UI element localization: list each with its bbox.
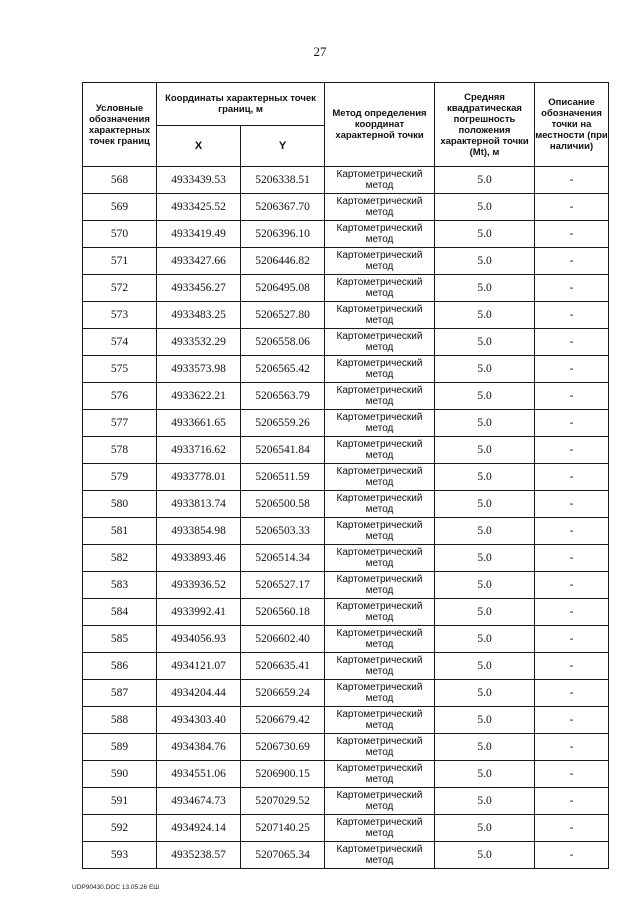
table-row	[83, 491, 609, 518]
method-cell: Картометрический метод	[325, 545, 435, 572]
point-id-cell: 582	[83, 545, 157, 572]
x-coordinate-cell: 4934924.14	[157, 815, 241, 842]
y-coordinate-cell: 5206511.59	[241, 464, 325, 491]
accuracy-cell: 5.0	[435, 518, 535, 545]
accuracy-cell: 5.0	[435, 572, 535, 599]
x-coordinate-cell: 4933813.74	[157, 491, 241, 518]
description-cell: -	[535, 491, 609, 518]
x-coordinate-cell: 4933419.49	[157, 221, 241, 248]
point-id-cell: 573	[83, 302, 157, 329]
description-cell: -	[535, 653, 609, 680]
x-coordinate-cell: 4934551.06	[157, 761, 241, 788]
method-cell: Картометрический метод	[325, 275, 435, 302]
point-id-cell: 569	[83, 194, 157, 221]
method-cell: Картометрический метод	[325, 194, 435, 221]
point-id-cell: 570	[83, 221, 157, 248]
method-cell: Картометрический метод	[325, 815, 435, 842]
table-row	[83, 437, 609, 464]
point-id-cell: 580	[83, 491, 157, 518]
y-coordinate-cell: 5206500.58	[241, 491, 325, 518]
y-coordinate-cell: 5206527.80	[241, 302, 325, 329]
accuracy-cell: 5.0	[435, 599, 535, 626]
method-cell: Картометрический метод	[325, 329, 435, 356]
table-row	[83, 545, 609, 572]
point-id-cell: 571	[83, 248, 157, 275]
y-coordinate-cell: 5206679.42	[241, 707, 325, 734]
coordinates-table	[82, 82, 609, 869]
page-number: 27	[313, 44, 327, 59]
accuracy-cell: 5.0	[435, 221, 535, 248]
table-row	[83, 734, 609, 761]
table-body	[83, 167, 609, 869]
description-cell: -	[535, 167, 609, 194]
x-coordinate-cell: 4934674.73	[157, 788, 241, 815]
method-cell: Картометрический метод	[325, 356, 435, 383]
accuracy-cell: 5.0	[435, 707, 535, 734]
x-coordinate-cell: 4933893.46	[157, 545, 241, 572]
description-cell: -	[535, 248, 609, 275]
accuracy-cell: 5.0	[435, 167, 535, 194]
y-coordinate-cell: 5206635.41	[241, 653, 325, 680]
table-row	[83, 275, 609, 302]
accuracy-cell: 5.0	[435, 734, 535, 761]
description-cell: -	[535, 599, 609, 626]
accuracy-cell: 5.0	[435, 680, 535, 707]
method-cell: Картометрический метод	[325, 221, 435, 248]
table-row	[83, 599, 609, 626]
table-row	[83, 464, 609, 491]
accuracy-cell: 5.0	[435, 626, 535, 653]
table-row	[83, 329, 609, 356]
accuracy-cell: 5.0	[435, 545, 535, 572]
y-coordinate-cell: 5206559.26	[241, 410, 325, 437]
method-cell: Картометрический метод	[325, 437, 435, 464]
accuracy-cell: 5.0	[435, 464, 535, 491]
description-cell: -	[535, 815, 609, 842]
y-coordinate-cell: 5206602.40	[241, 626, 325, 653]
method-cell: Картометрический метод	[325, 302, 435, 329]
accuracy-cell: 5.0	[435, 356, 535, 383]
table-row	[83, 788, 609, 815]
method-cell: Картометрический метод	[325, 383, 435, 410]
y-coordinate-cell: 5206503.33	[241, 518, 325, 545]
table-row	[83, 761, 609, 788]
point-id-cell: 590	[83, 761, 157, 788]
point-id-cell: 584	[83, 599, 157, 626]
method-cell: Картометрический метод	[325, 248, 435, 275]
x-coordinate-cell: 4933661.65	[157, 410, 241, 437]
header-y: Y	[241, 126, 325, 167]
description-cell: -	[535, 410, 609, 437]
x-coordinate-cell: 4934056.93	[157, 626, 241, 653]
y-coordinate-cell: 5206560.18	[241, 599, 325, 626]
table-row	[83, 167, 609, 194]
method-cell: Картометрический метод	[325, 572, 435, 599]
method-cell: Картометрический метод	[325, 761, 435, 788]
y-coordinate-cell: 5207029.52	[241, 788, 325, 815]
table-row	[83, 221, 609, 248]
x-coordinate-cell: 4933854.98	[157, 518, 241, 545]
y-coordinate-cell: 5206527.17	[241, 572, 325, 599]
point-id-cell: 574	[83, 329, 157, 356]
x-coordinate-cell: 4934384.76	[157, 734, 241, 761]
description-cell: -	[535, 734, 609, 761]
y-coordinate-cell: 5206900.15	[241, 761, 325, 788]
y-coordinate-cell: 5206541.84	[241, 437, 325, 464]
description-cell: -	[535, 194, 609, 221]
method-cell: Картометрический метод	[325, 599, 435, 626]
x-coordinate-cell: 4933439.53	[157, 167, 241, 194]
table-row	[83, 383, 609, 410]
x-coordinate-cell: 4933573.98	[157, 356, 241, 383]
accuracy-cell: 5.0	[435, 302, 535, 329]
table-row	[83, 707, 609, 734]
y-coordinate-cell: 5206565.42	[241, 356, 325, 383]
point-id-cell: 581	[83, 518, 157, 545]
method-cell: Картометрический метод	[325, 842, 435, 869]
method-cell: Картометрический метод	[325, 788, 435, 815]
y-coordinate-cell: 5206446.82	[241, 248, 325, 275]
accuracy-cell: 5.0	[435, 842, 535, 869]
y-coordinate-cell: 5206514.34	[241, 545, 325, 572]
x-coordinate-cell: 4933425.52	[157, 194, 241, 221]
header-method: Метод определения координат характерной точки	[325, 83, 435, 167]
description-cell: -	[535, 707, 609, 734]
point-id-cell: 579	[83, 464, 157, 491]
accuracy-cell: 5.0	[435, 248, 535, 275]
description-cell: -	[535, 626, 609, 653]
x-coordinate-cell: 4933936.52	[157, 572, 241, 599]
description-cell: -	[535, 221, 609, 248]
description-cell: -	[535, 680, 609, 707]
x-coordinate-cell: 4933992.41	[157, 599, 241, 626]
point-id-cell: 575	[83, 356, 157, 383]
table-row	[83, 302, 609, 329]
table-row	[83, 356, 609, 383]
description-cell: -	[535, 545, 609, 572]
x-coordinate-cell: 4934204.44	[157, 680, 241, 707]
y-coordinate-cell: 5206396.10	[241, 221, 325, 248]
y-coordinate-cell: 5206367.70	[241, 194, 325, 221]
description-cell: -	[535, 275, 609, 302]
point-id-cell: 578	[83, 437, 157, 464]
accuracy-cell: 5.0	[435, 329, 535, 356]
y-coordinate-cell: 5206563.79	[241, 383, 325, 410]
header-accuracy: Средняя квадратическая погрешность положения характерной точки (Mt), м	[435, 83, 535, 167]
table-row	[83, 626, 609, 653]
x-coordinate-cell: 4935238.57	[157, 842, 241, 869]
point-id-cell: 568	[83, 167, 157, 194]
y-coordinate-cell: 5206495.08	[241, 275, 325, 302]
description-cell: -	[535, 437, 609, 464]
x-coordinate-cell: 4933716.62	[157, 437, 241, 464]
description-cell: -	[535, 788, 609, 815]
point-id-cell: 589	[83, 734, 157, 761]
accuracy-cell: 5.0	[435, 491, 535, 518]
x-coordinate-cell: 4933622.21	[157, 383, 241, 410]
table-row	[83, 572, 609, 599]
table-row	[83, 680, 609, 707]
point-id-cell: 583	[83, 572, 157, 599]
description-cell: -	[535, 842, 609, 869]
method-cell: Картометрический метод	[325, 518, 435, 545]
x-coordinate-cell: 4934303.40	[157, 707, 241, 734]
accuracy-cell: 5.0	[435, 275, 535, 302]
point-id-cell: 585	[83, 626, 157, 653]
method-cell: Картометрический метод	[325, 707, 435, 734]
method-cell: Картометрический метод	[325, 626, 435, 653]
y-coordinate-cell: 5207140.25	[241, 815, 325, 842]
y-coordinate-cell: 5207065.34	[241, 842, 325, 869]
x-coordinate-cell: 4933427.66	[157, 248, 241, 275]
description-cell: -	[535, 761, 609, 788]
y-coordinate-cell: 5206558.06	[241, 329, 325, 356]
header-point-label: Условные обозначения характерных точек границ	[83, 83, 157, 167]
x-coordinate-cell: 4933532.29	[157, 329, 241, 356]
description-cell: -	[535, 356, 609, 383]
y-coordinate-cell: 5206659.24	[241, 680, 325, 707]
method-cell: Картометрический метод	[325, 680, 435, 707]
table-row	[83, 248, 609, 275]
y-coordinate-cell: 5206730.69	[241, 734, 325, 761]
point-id-cell: 593	[83, 842, 157, 869]
x-coordinate-cell: 4934121.07	[157, 653, 241, 680]
method-cell: Картометрический метод	[325, 410, 435, 437]
accuracy-cell: 5.0	[435, 653, 535, 680]
accuracy-cell: 5.0	[435, 437, 535, 464]
point-id-cell: 587	[83, 680, 157, 707]
accuracy-cell: 5.0	[435, 383, 535, 410]
method-cell: Картометрический метод	[325, 491, 435, 518]
y-coordinate-cell: 5206338.51	[241, 167, 325, 194]
point-id-cell: 586	[83, 653, 157, 680]
table-row	[83, 842, 609, 869]
table-row	[83, 815, 609, 842]
description-cell: -	[535, 518, 609, 545]
accuracy-cell: 5.0	[435, 788, 535, 815]
table-row	[83, 653, 609, 680]
point-id-cell: 577	[83, 410, 157, 437]
accuracy-cell: 5.0	[435, 815, 535, 842]
header-coordinates: Координаты характерных точек границ, м	[157, 83, 325, 126]
description-cell: -	[535, 302, 609, 329]
point-id-cell: 591	[83, 788, 157, 815]
accuracy-cell: 5.0	[435, 761, 535, 788]
description-cell: -	[535, 572, 609, 599]
method-cell: Картометрический метод	[325, 167, 435, 194]
x-coordinate-cell: 4933778.01	[157, 464, 241, 491]
x-coordinate-cell: 4933483.25	[157, 302, 241, 329]
point-id-cell: 576	[83, 383, 157, 410]
method-cell: Картометрический метод	[325, 734, 435, 761]
accuracy-cell: 5.0	[435, 410, 535, 437]
point-id-cell: 592	[83, 815, 157, 842]
table-row	[83, 194, 609, 221]
table-row	[83, 410, 609, 437]
point-id-cell: 588	[83, 707, 157, 734]
description-cell: -	[535, 329, 609, 356]
header-description: Описание обозначения точки на местности (при наличии)	[535, 83, 609, 167]
document-footer: UDP90430.DOC 13.05.26 ЕШ	[72, 884, 160, 891]
point-id-cell: 572	[83, 275, 157, 302]
method-cell: Картометрический метод	[325, 464, 435, 491]
description-cell: -	[535, 383, 609, 410]
accuracy-cell: 5.0	[435, 194, 535, 221]
header-x: X	[157, 126, 241, 167]
description-cell: -	[535, 464, 609, 491]
table-row	[83, 518, 609, 545]
x-coordinate-cell: 4933456.27	[157, 275, 241, 302]
method-cell: Картометрический метод	[325, 653, 435, 680]
